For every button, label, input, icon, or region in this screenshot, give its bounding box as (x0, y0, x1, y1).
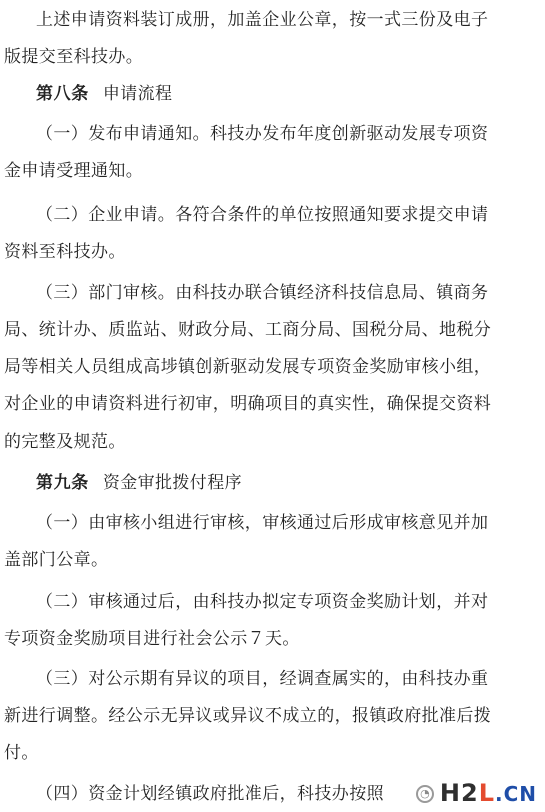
paragraph-line-5: （二）企业申请。各符合条件的单位按照通知要求提交申请 (36, 205, 489, 225)
paragraph-line-16: （三）对公示期有异议的项目，经调查属实的，由科技办重 (36, 669, 489, 689)
watermark-l: L (478, 779, 495, 807)
article-8-label: 第八条 (36, 84, 89, 104)
paragraph-line-9: 局等相关人员组成高埗镇创新驱动发展专项资金奖励审核小组， (4, 357, 492, 377)
article-9-heading (36, 471, 242, 495)
article-9-title: 资金审批拨付程序 (102, 473, 243, 493)
paragraph-line-19: （四）资金计划经镇政府批准后，科技办按照 (36, 784, 384, 804)
paragraph-line-17: 新进行调整。经公示无异议或异议不成立的，报镇政府批准后拨 (4, 706, 492, 726)
paragraph-line-14: （二）审核通过后，由科技办拟定专项资金奖励计划，并对 (36, 592, 489, 612)
paragraph-line-6: 资料至科技办。 (4, 242, 126, 262)
watermark (416, 781, 537, 806)
article-9-label: 第九条 (36, 473, 89, 493)
paragraph-line-2: 版提交至科技办。 (4, 47, 144, 67)
watermark-icon: ◔ (416, 785, 434, 803)
paragraph-line-13: 盖部门公章。 (4, 550, 109, 570)
paragraph-line-10: 对企业的申请资料进行初审，明确项目的真实性，确保提交资料 (4, 394, 492, 414)
paragraph-line-1: 上述申请资料装订成册，加盖企业公章，按一式三份及电子 (36, 10, 489, 30)
watermark-h2: H2 (439, 779, 479, 807)
paragraph-line-15: 专项资金奖励项目进行社会公示７天。 (4, 629, 300, 649)
paragraph-line-12: （一）由审核小组进行审核，审核通过后形成审核意见并加 (36, 513, 489, 533)
paragraph-line-4: 金申请受理通知。 (4, 161, 144, 181)
paragraph-line-3: （一）发布申请通知。科技办发布年度创新驱动发展专项资 (36, 124, 489, 144)
article-8-title: 申请流程 (102, 84, 173, 104)
watermark-cn: .CN (494, 782, 537, 806)
article-8-heading (36, 82, 172, 106)
paragraph-line-11: 的完整及规范。 (4, 432, 126, 452)
paragraph-line-18: 付。 (4, 743, 39, 763)
watermark-brand (440, 781, 537, 806)
paragraph-line-8: 局、统计办、质监站、财政分局、工商分局、国税分局、地税分 (4, 320, 492, 340)
paragraph-line-7: （三）部门审核。由科技办联合镇经济科技信息局、镇商务 (36, 283, 489, 303)
